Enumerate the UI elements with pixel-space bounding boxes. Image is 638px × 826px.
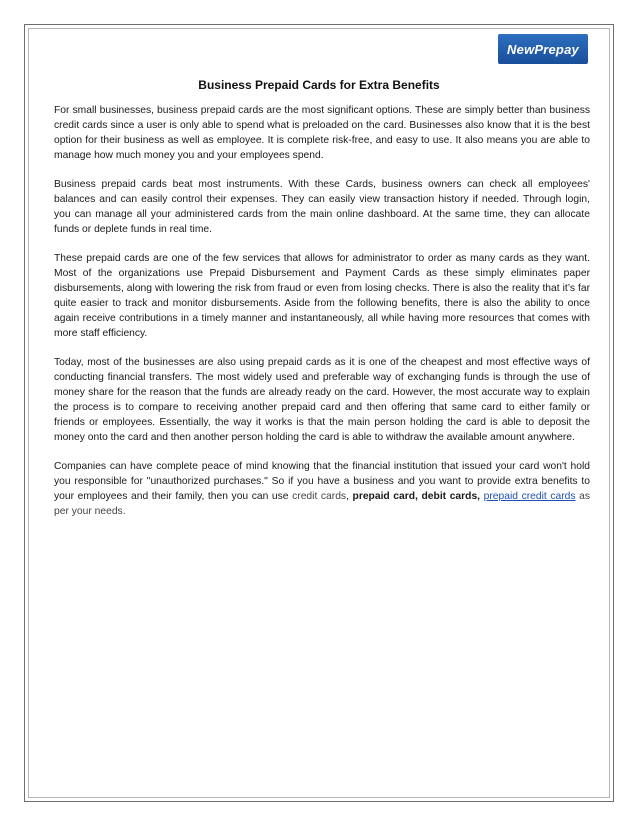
credit-cards-text: credit cards [292, 491, 347, 502]
paragraph-5-text: Companies can have complete peace of mind knowing that the financial institution that issued your card won't hold you responsible for "unauthorized purchases." So if you have a business and you want to provide extra benefits to your employees and their family, then you can use [54, 461, 590, 502]
separator: , [346, 491, 353, 502]
document-body [54, 103, 590, 533]
paragraph-1: For small businesses, business prepaid cards are the most significant options. These are simply better than business credit cards since a user is only able to spend what is preloaded on the card. Businesses also know that it is the best option for their business as well as employee. It is complete risk-free, and easy to use. It also means you are able to manage how much money you and your employees spend. [54, 105, 590, 161]
prepaid-card-text: prepaid card [352, 491, 416, 502]
paragraph-2: Business prepaid cards beat most instruments. With these Cards, business owners can check all employees' balances and can easily control their expenses. They can easily view transaction history if needed. Through login, you can manage all your administered cards from the main online dashboard. At the same time, they can allocate funds or deplete funds in real time. [54, 179, 590, 235]
prepaid-credit-cards-link[interactable]: prepaid credit cards [483, 491, 576, 502]
separator: , [415, 491, 422, 502]
document-title: Business Prepaid Cards for Extra Benefits [198, 78, 440, 92]
paragraph-4: Today, most of the businesses are also using prepaid cards as it is one of the cheapest and most effective ways of conducting financial transfers. The most widely used and preferable way of exchanging funds is through the use of money share for the reason that the funds are already ready on the card. However, the most accurate way to explain the process is to compare to receiving another prepaid card and then offering that same card to either family or friends or employees. Essentially, the way it works is that the main person holding the card is able to deposit the money onto the card and then another person holding the card is able to withdraw the available amount anywhere. [54, 357, 590, 443]
paragraph-3: These prepaid cards are one of the few services that allows for administrator to order as many cards as they want. Most of the organizations use Prepaid Disbursement and Payment Cards as these simply eliminates paper disbursements, along with lowering the risk from fraud or even from losing checks. There is also the reality that it’s far quite easier to track and monitor disbursements. Aside from the following benefits, there is also the ability to once again receive contributions in a timely manner and instantaneously, all while having more resources that comes with more staff efficiency. [54, 253, 590, 339]
newprepay-logo: NewPrepay [498, 34, 588, 64]
debit-cards-text: debit cards, [421, 491, 481, 502]
paragraph-5 [54, 459, 590, 519]
paragraph-5-tail: as per your needs. [54, 491, 590, 517]
